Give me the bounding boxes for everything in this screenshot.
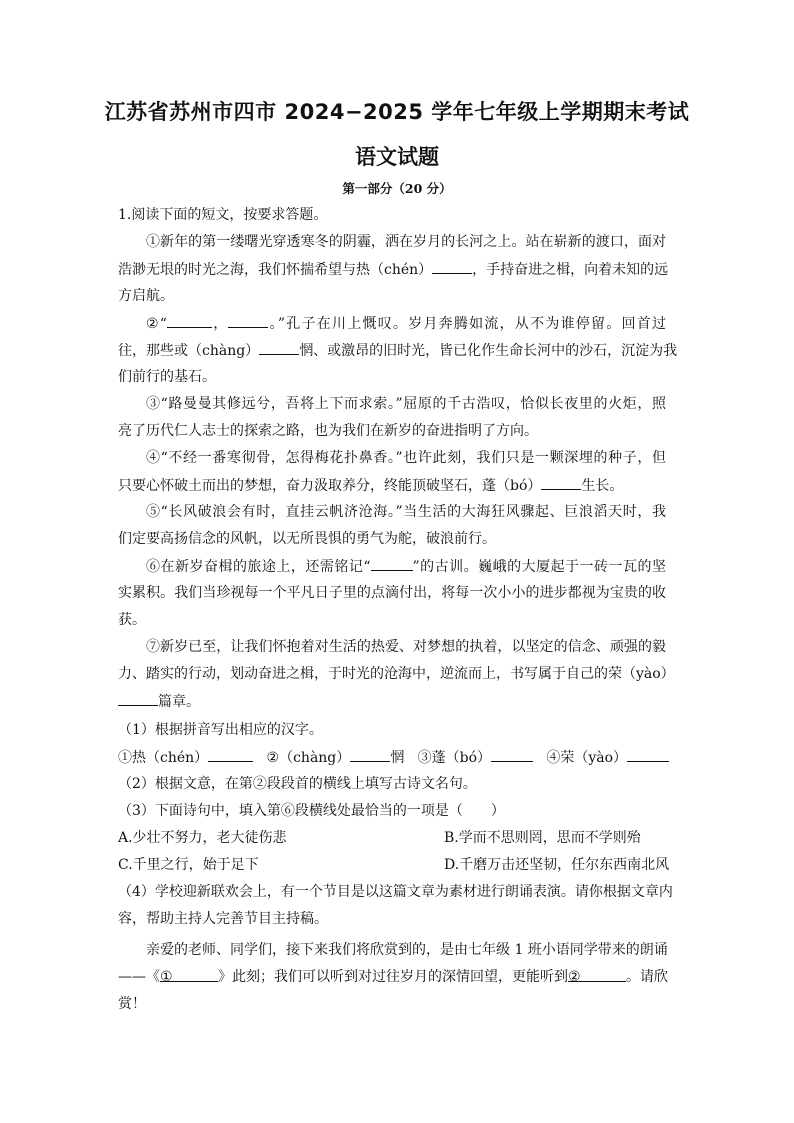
exam-title: 江苏省苏州市四市 2024−2025 学年七年级上学期期末考试 xyxy=(104,100,690,124)
script-title-open: ——《 xyxy=(118,969,160,985)
script-blank-1[interactable] xyxy=(160,967,218,985)
blank-verse-1[interactable] xyxy=(167,313,212,328)
blank-chen[interactable] xyxy=(432,259,472,274)
script-blank-2[interactable] xyxy=(568,967,626,985)
answer-blank-4[interactable] xyxy=(627,747,669,762)
p2-text-b: 往，那些或（chàng） xyxy=(118,343,260,359)
answer-blank-3[interactable] xyxy=(491,747,533,762)
script-blank-2-marker: ② xyxy=(568,969,581,985)
sub2-prompt: （2）根据文意，在第②段段首的横线上填写古诗文名句。 xyxy=(118,776,477,792)
p1-line2 xyxy=(118,259,669,280)
script-line3: 赏！ xyxy=(118,996,146,1012)
p5-line1: ⑤“长风破浪会有时，直挂云帆济沧海。”当生活的大海狂风骤起、巨浪滔天时，我 xyxy=(146,504,666,520)
blank-chang[interactable] xyxy=(259,340,299,355)
p3-line1: ③“路曼曼其修远兮，吾将上下而求索。”屈原的千古浩叹，恰似长夜里的火炬，照 xyxy=(146,396,666,412)
p6-text-a: ⑥在新岁奋楫的旅途上，还需铭记“ xyxy=(146,559,371,575)
p6-line1 xyxy=(146,556,666,577)
p4-text-a: 只要心怀破土而出的梦想，奋力汲取养分，终能顶破坚石，蓬（bó） xyxy=(118,478,542,494)
p4-line1: ④“不经一番寒彻骨，怎得梅花扑鼻香。”也许此刻，我们只是一颗深埋的种子，但 xyxy=(146,450,666,466)
blank-bo[interactable] xyxy=(541,475,581,490)
sub4-prompt-line1: （4）学校迎新联欢会上，有一个节目是以这篇文章为素材进行朗诵表演。请你根据文章内 xyxy=(118,884,673,900)
blank-yao[interactable] xyxy=(118,691,158,706)
sub1-item-3: ③蓬（bó） xyxy=(417,750,492,766)
p2-comma: ， xyxy=(211,316,229,332)
p4-text-b: 生长。 xyxy=(581,478,624,494)
p7-line2: 力、踏实的行动，划动奋进之楫，于时光的沧海中，逆流而上，书写属于自己的荣（yào） xyxy=(118,666,675,682)
p2-line1 xyxy=(146,313,666,334)
option-d[interactable]: D.千磨万击还坚韧，任尔东西南北风 xyxy=(444,857,670,873)
p6-line3: 获。 xyxy=(118,612,146,628)
p6-text-b: ”的古训。巍峨的大厦起于一砖一瓦的坚 xyxy=(412,559,666,575)
p2-quote-open: ②“ xyxy=(146,316,167,332)
sub4-prompt-line2: 容，帮助主持人完善节目主持稿。 xyxy=(118,911,328,927)
sub1-prompt: （1）根据拼音写出相应的汉字。 xyxy=(118,722,323,738)
p2-text-a: 。”孔子在川上慨叹。岁月奔腾如流，从不为谁停留。回首过 xyxy=(268,316,667,332)
blank-proverb[interactable] xyxy=(371,556,413,571)
answer-blank-1[interactable] xyxy=(208,747,253,762)
option-c[interactable]: C.千里之行，始于足下 xyxy=(118,857,259,873)
blank-verse-2[interactable] xyxy=(228,313,268,328)
p2-line3: 们前行的基石。 xyxy=(118,369,216,385)
exam-subtitle: 语文试题 xyxy=(355,145,439,169)
p7-line3 xyxy=(118,691,200,712)
script-line1: 亲爱的老师、同学们，接下来我们将欣赏到的，是由七年级 1 班小语同学带来的朗诵 xyxy=(146,942,668,958)
p2-line2 xyxy=(118,340,678,361)
p3-line2: 亮了历代仁人志士的探索之路，也为我们在新岁的奋进指明了方向。 xyxy=(118,423,538,439)
sub1-item-4: ④荣（yào） xyxy=(546,750,628,766)
answer-blank-2[interactable] xyxy=(350,747,390,762)
sub1-item-2-tail: 惘 xyxy=(390,750,405,766)
sub1-item-2: ②（chàng） xyxy=(266,750,351,766)
option-a[interactable]: A.少壮不努力，老大徒伤悲 xyxy=(118,830,287,846)
p7-line1: ⑦新岁已至，让我们怀抱着对生活的热爱、对梦想的执着，以坚定的信念、顽强的毅 xyxy=(146,639,666,655)
sub1-item-1: ①热（chén） xyxy=(118,750,209,766)
p5-line2: 们定要高扬信念的风帆，以无所畏惧的勇气为舵，破浪前行。 xyxy=(118,531,496,547)
part-heading: 第一部分（20 分） xyxy=(342,181,452,196)
p4-line2 xyxy=(118,475,623,496)
option-b[interactable]: B.学而不思则罔，思而不学则殆 xyxy=(444,830,641,846)
p7-text: 篇章。 xyxy=(158,694,200,710)
p1-text-a: 浩渺无垠的时光之海，我们怀揣希望与热（chén） xyxy=(118,262,433,278)
sub1-answer-line xyxy=(118,747,669,768)
p1-line3: 方启航。 xyxy=(118,288,174,304)
p2-text-c: 惘、或激昂的旧时光，皆已化作生命长河中的沙石，沉淀为我 xyxy=(299,343,678,359)
p1-line1: ①新年的第一缕曙光穿透寒冬的阴霾，洒在岁月的长河之上。站在崭新的渡口，面对 xyxy=(146,234,666,250)
p1-text-b: ，手持奋进之楫，向着未知的远 xyxy=(472,262,669,278)
p6-line2: 实累积。我们当珍视每一个平凡日子里的点滴付出，将每一次小小的进步都视为宝贵的收 xyxy=(118,585,666,601)
sub3-prompt: （3）下面诗句中，填入第⑥段横线处最恰当的一项是（ ） xyxy=(118,803,505,819)
script-text-a: 》此刻；我们可以听到对过往岁月的深情回望，更能听到 xyxy=(218,969,568,985)
script-text-b: 。请欣 xyxy=(626,969,668,985)
script-line2 xyxy=(118,967,666,987)
question-stem: 1.阅读下面的短文，按要求答题。 xyxy=(118,207,328,223)
script-blank-1-marker: ① xyxy=(160,969,173,985)
